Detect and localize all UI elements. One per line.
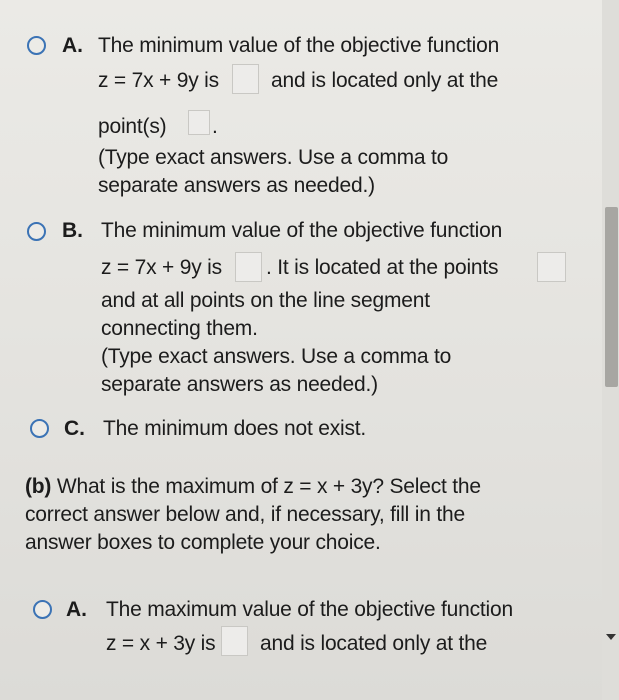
option-a-letter: A.	[62, 34, 83, 57]
option-a-equation-after: and is located only at the	[271, 69, 499, 92]
option-a-points-label: point(s)	[98, 115, 167, 138]
part-b-option-a-text-line1: The maximum value of the objective function	[106, 598, 513, 621]
part-b-question-line2: correct answer below and, if necessary, fill in the	[25, 503, 465, 526]
vertical-scrollbar[interactable]	[602, 0, 619, 700]
part-b-option-a-equation-after: and is located only at the	[260, 632, 488, 655]
option-a-points-period: .	[212, 115, 218, 138]
part-b-option-a-max-value-box[interactable]	[221, 626, 248, 656]
part-b-question-line1	[25, 474, 481, 500]
option-a-note-line1: (Type exact answers. Use a comma to	[98, 146, 449, 169]
option-b-letter: B.	[62, 219, 83, 242]
option-c-radio[interactable]	[30, 419, 49, 438]
option-a-text-line1: The minimum value of the objective function	[98, 34, 500, 57]
option-b-min-value-box[interactable]	[235, 252, 262, 282]
option-b-note-line1: (Type exact answers. Use a comma to	[101, 345, 452, 368]
part-b-option-a-letter: A.	[66, 598, 87, 621]
option-a-points-box[interactable]	[188, 110, 210, 135]
part-b-option-a-equation: z = x + 3y is	[106, 632, 216, 655]
option-b-text-line3: and at all points on the line segment	[101, 289, 430, 312]
option-b-note-line2: separate answers as needed.)	[101, 373, 378, 396]
scrollbar-thumb[interactable]	[605, 207, 618, 387]
option-a-radio[interactable]	[27, 36, 46, 55]
option-b-points-box[interactable]	[537, 252, 566, 282]
option-b-radio[interactable]	[27, 222, 46, 241]
part-b-option-a-radio[interactable]	[33, 600, 52, 619]
part-b-question-text: What is the maximum of z = x + 3y? Select the	[51, 475, 481, 498]
scroll-down-arrow-icon[interactable]	[606, 634, 616, 640]
option-a-min-value-box[interactable]	[232, 64, 259, 94]
option-a-note-line2: separate answers as needed.)	[98, 174, 375, 197]
part-b-question-line3: answer boxes to complete your choice.	[25, 531, 381, 554]
option-b-equation-after: . It is located at the points	[266, 256, 499, 279]
part-b-label: (b)	[25, 475, 52, 498]
option-b-text-line4: connecting them.	[101, 317, 258, 340]
option-c-letter: C.	[64, 417, 85, 440]
option-b-text-line1: The minimum value of the objective function	[101, 219, 503, 242]
option-c-text: The minimum does not exist.	[103, 417, 367, 440]
option-a-equation: z = 7x + 9y is	[98, 69, 219, 92]
option-b-equation: z = 7x + 9y is	[101, 256, 222, 279]
